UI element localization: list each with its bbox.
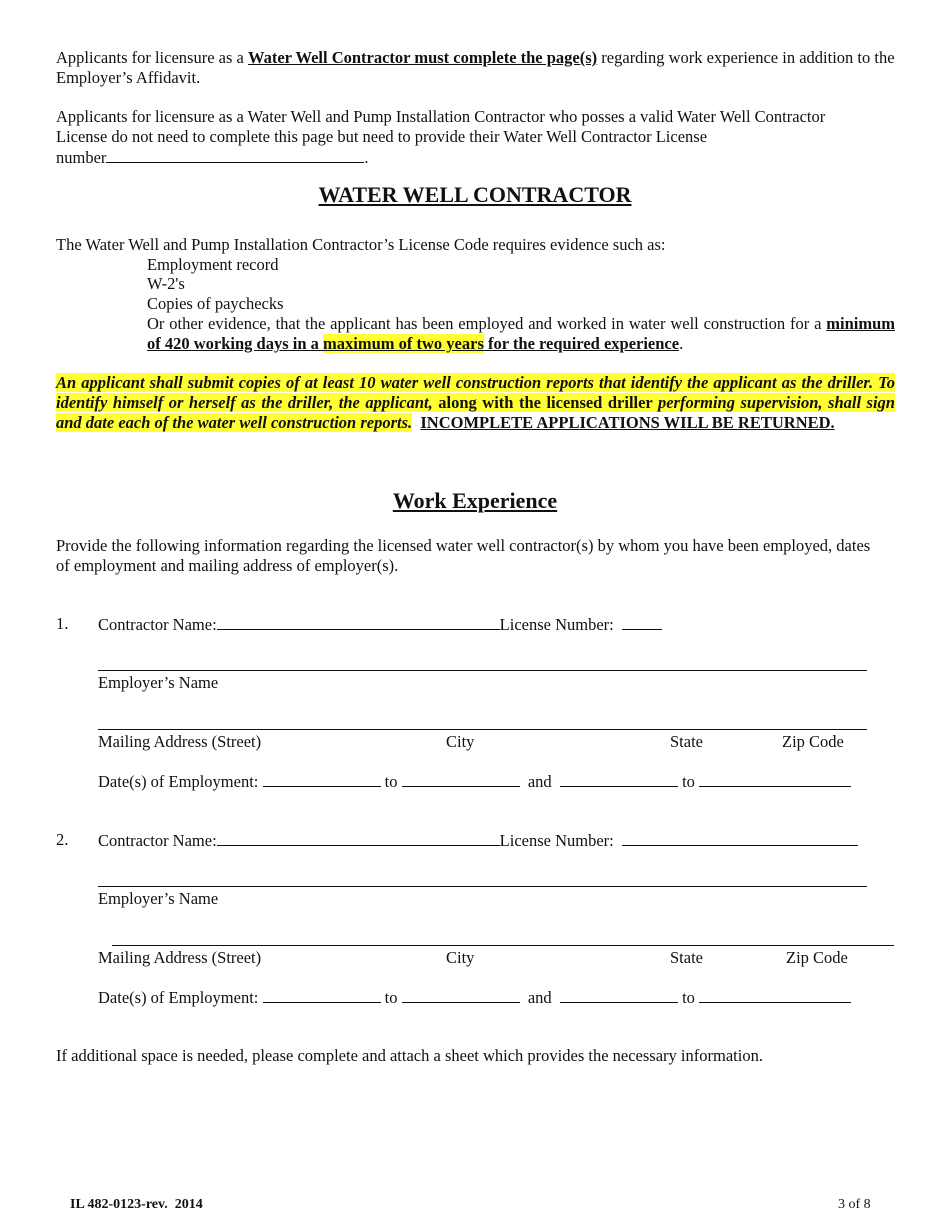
intro-p1-after: regarding work experience in addition to the Employer’s Affidavit. <box>56 48 895 87</box>
contractor-name-label: Contractor Name: <box>98 831 217 850</box>
state-label: State <box>670 948 703 967</box>
intro-p1-bold: Water Well Contractor must complete the page(s) <box>247 48 598 67</box>
license-number-label: License Number: <box>499 831 614 850</box>
to-label: to <box>384 988 398 1007</box>
entry-number: 1. <box>56 614 69 633</box>
date-to-field[interactable] <box>402 987 520 1003</box>
provide-text: Provide the following information regarding the licensed water well contractor(s) by whom you have been employed, dates of employment and mailing address of employer(s). <box>56 536 871 575</box>
employer-name-field[interactable] <box>98 886 867 887</box>
evidence-min-highlight: maximum of two years <box>323 334 484 353</box>
notice-returned: INCOMPLETE APPLICATIONS WILL BE RETURNED. <box>420 413 835 432</box>
evidence-item: W-2's <box>147 274 185 293</box>
employer-name-label: Employer’s Name <box>98 673 219 692</box>
contractor-name-field[interactable] <box>217 614 500 630</box>
license-number-label: License Number: <box>499 615 614 634</box>
mailing-street-label: Mailing Address (Street) <box>98 948 262 967</box>
notice-paragraph <box>56 373 895 433</box>
work-experience-title: Work Experience <box>392 488 558 513</box>
page-title: WATER WELL CONTRACTOR <box>318 182 632 207</box>
mailing-street-label: Mailing Address (Street) <box>98 732 262 751</box>
notice-italic-1: An applicant shall submit copies of at least 10 water well construction reports that identify the applicant as the driller. To identify himself or herself as the driller, the applicant, <box>56 373 895 412</box>
additional-space-note: If additional space is needed, please complete and attach a sheet which provides the necessary information. <box>56 1046 763 1065</box>
evidence-other-text: Or other evidence, that the applicant has been employed and worked in water well construction for a <box>147 314 822 333</box>
evidence-lead: The Water Well and Pump Installation Contractor’s License Code requires evidence such as: <box>56 235 666 254</box>
evidence-min-1: minimum of 420 working days in a <box>147 314 896 353</box>
date-to-field[interactable] <box>699 771 851 787</box>
zip-label: Zip Code <box>786 948 848 967</box>
evidence-item: Copies of paychecks <box>147 294 284 313</box>
dates-row <box>98 987 851 1008</box>
mailing-address-field[interactable] <box>98 729 867 730</box>
intro-p2-text: Applicants for licensure as a Water Well and Pump Installation Contractor who posses a valid Water Well Contractor License do not need to complete this page but need to provide their Water Well Contractor License <box>56 107 826 146</box>
dates-label: Date(s) of Employment: <box>98 772 259 791</box>
evidence-min-2: for the required experience <box>483 334 680 353</box>
notice-bold-mid: along with the licensed driller <box>432 393 658 412</box>
and-label: and <box>527 772 552 791</box>
intro-paragraph-1 <box>56 48 896 88</box>
date-from-field[interactable] <box>263 987 381 1003</box>
date-to-field[interactable] <box>699 987 851 1003</box>
and-label: and <box>527 988 552 1007</box>
employer-name-field[interactable] <box>98 670 867 671</box>
license-number-field[interactable] <box>622 614 662 630</box>
contractor-name-label: Contractor Name: <box>98 615 217 634</box>
intro-paragraph-2 <box>56 107 876 168</box>
state-label: State <box>670 732 703 751</box>
contractor-name-field[interactable] <box>217 830 500 846</box>
to-label: to <box>682 988 695 1007</box>
evidence-other <box>147 314 895 354</box>
intro-p2-period: . <box>364 148 369 167</box>
dates-label: Date(s) of Employment: <box>98 988 259 1007</box>
intro-p2-number-label: number <box>56 148 107 167</box>
license-number-field[interactable] <box>106 147 364 163</box>
date-from-field[interactable] <box>560 987 678 1003</box>
evidence-item: Employment record <box>147 255 279 274</box>
contractor-name-row <box>98 830 858 851</box>
intro-p1-before: Applicants for licensure as a <box>56 48 248 67</box>
form-id: IL 482-0123-rev. 2014 <box>70 1197 203 1212</box>
date-from-field[interactable] <box>263 771 381 787</box>
city-label: City <box>446 732 475 751</box>
employer-name-label: Employer’s Name <box>98 889 219 908</box>
zip-label: Zip Code <box>782 732 844 751</box>
entry-number: 2. <box>56 830 69 849</box>
city-label: City <box>446 948 475 967</box>
mailing-address-field[interactable] <box>112 945 894 946</box>
dates-row <box>98 771 851 792</box>
to-label: to <box>384 772 398 791</box>
contractor-name-row <box>98 614 662 635</box>
date-to-field[interactable] <box>402 771 520 787</box>
evidence-min-period: . <box>679 334 684 353</box>
to-label: to <box>682 772 695 791</box>
notice-italic-2: performing supervision, shall sign and date each of the water well construction reports. <box>56 393 895 432</box>
date-from-field[interactable] <box>560 771 678 787</box>
page-number: 3 of 8 <box>838 1197 871 1212</box>
license-number-field[interactable] <box>622 830 858 846</box>
